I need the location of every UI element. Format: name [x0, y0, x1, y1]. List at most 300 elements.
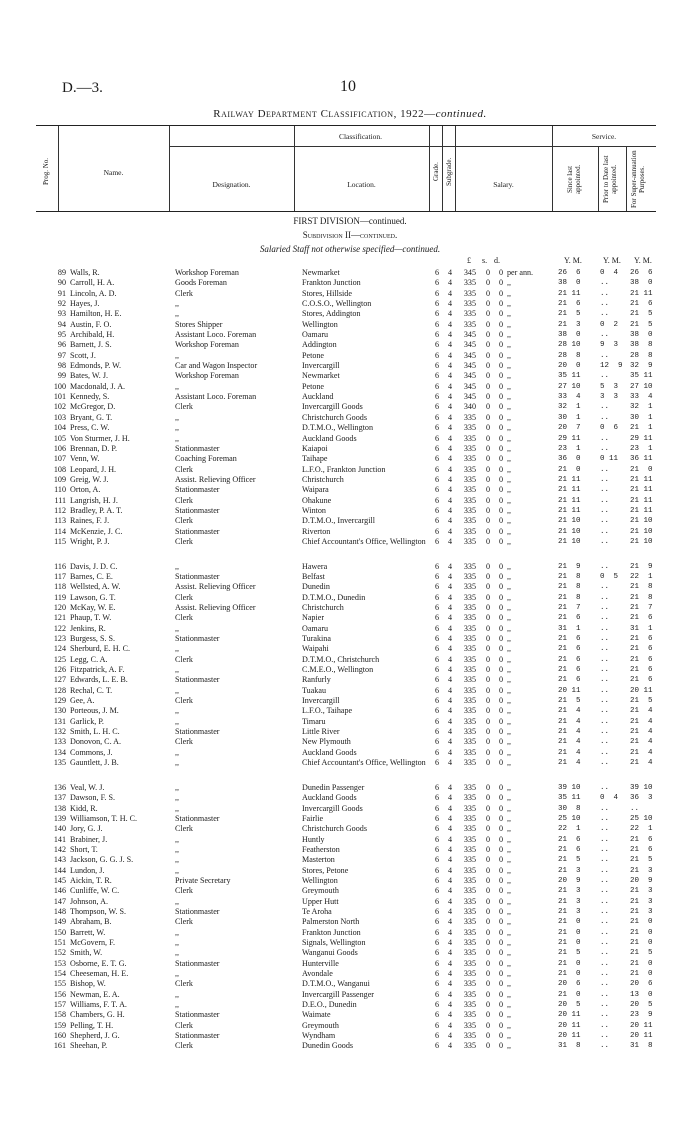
service-superannuation: 21 10	[630, 527, 653, 536]
salary-shillings: 0	[485, 834, 490, 844]
subgrade: 4	[447, 803, 453, 813]
service-prior: ..	[600, 928, 610, 937]
service-superannuation: 21 5	[630, 310, 653, 319]
service-prior: 12 9	[600, 362, 623, 371]
staff-name: Cunliffe, W. C.	[70, 886, 120, 896]
prog-no: 152	[53, 948, 66, 958]
table-row	[0, 758, 700, 779]
table-row	[0, 309, 700, 319]
salary-pence: 0	[498, 433, 503, 443]
grade: 6	[434, 634, 440, 644]
service-since-last: 21 0	[558, 959, 581, 968]
salary-period: ,,	[507, 309, 512, 319]
table-row	[0, 402, 700, 412]
service-superannuation: 21 6	[630, 614, 653, 623]
service-prior: ..	[600, 804, 610, 813]
prog-no: 93	[57, 309, 66, 319]
service-superannuation: 20 5	[630, 1001, 653, 1010]
col-prog-no: Prog. No.	[42, 157, 50, 185]
salary-period: ,,	[507, 696, 512, 706]
salary-pounds: 335	[463, 536, 476, 546]
service-since-last: 20 11	[558, 1032, 581, 1041]
location: Hawera	[302, 561, 328, 571]
prog-no: 129	[53, 696, 66, 706]
service-prior: ..	[600, 835, 610, 844]
service-prior: ..	[600, 635, 610, 644]
service-superannuation: 21 11	[630, 506, 653, 515]
location: Ohakune	[302, 495, 332, 505]
location: Tuakau	[302, 685, 326, 695]
salary-pence: 0	[498, 495, 503, 505]
designation: Car and Wagon Inspector	[175, 361, 258, 371]
salary-shillings: 0	[485, 685, 490, 695]
salary-shillings: 0	[485, 495, 490, 505]
location: Stores, Petone	[302, 865, 349, 875]
table-row	[0, 855, 700, 865]
salary-pence: 0	[498, 979, 503, 989]
salary-shillings: 0	[485, 526, 490, 536]
designation: Clerk	[175, 613, 193, 623]
subgrade: 4	[447, 623, 453, 633]
designation: Clerk	[175, 979, 193, 989]
service-prior: ..	[600, 990, 610, 999]
location: Christchurch	[302, 474, 344, 484]
prog-no: 147	[53, 896, 66, 906]
salary-period: ,,	[507, 592, 512, 602]
service-superannuation: 36 11	[630, 455, 653, 464]
table-row	[0, 824, 700, 834]
service-prior: ..	[600, 527, 610, 536]
salary-period: ,,	[507, 813, 512, 823]
service-since-last: 21 6	[558, 614, 581, 623]
table-row	[0, 320, 700, 330]
salary-period: ,,	[507, 886, 512, 896]
subgrade: 4	[447, 613, 453, 623]
service-superannuation: 33 4	[630, 393, 653, 402]
prog-no: 132	[53, 727, 66, 737]
location: Auckland Goods	[302, 793, 357, 803]
staff-name: Aickin, T. R.	[70, 875, 112, 885]
salary-shillings: 0	[485, 747, 490, 757]
location: Frankton Junction	[302, 278, 361, 288]
prog-no: 122	[53, 623, 66, 633]
grade: 6	[434, 561, 440, 571]
grade: 6	[434, 758, 440, 768]
salary-pence: 0	[498, 402, 503, 412]
prog-no: 110	[54, 485, 66, 495]
service-prior: ..	[600, 537, 610, 546]
staff-name: Leopard, J. H.	[70, 464, 117, 474]
designation: ,,	[175, 665, 180, 675]
service-superannuation: 21 8	[630, 593, 653, 602]
grade: 6	[434, 834, 440, 844]
location: Upper Hutt	[302, 896, 339, 906]
salary-period: ,,	[507, 948, 512, 958]
service-since-last: 21 5	[558, 949, 581, 958]
designation: Assistant Loco. Foreman	[175, 392, 257, 402]
service-since-last: 21 0	[558, 918, 581, 927]
salary-pence: 0	[498, 958, 503, 968]
unit-pence: d.	[494, 256, 500, 265]
salary-period: ,,	[507, 288, 512, 298]
service-prior: ..	[600, 887, 610, 896]
subgrade: 4	[447, 381, 453, 391]
salary-pounds: 335	[463, 474, 476, 484]
designation: Stationmaster	[175, 1010, 220, 1020]
prog-no: 130	[53, 706, 66, 716]
staff-name: Williams, F. T. A.	[70, 1000, 127, 1010]
service-since-last: 21 4	[558, 717, 581, 726]
service-since-last: 30 8	[558, 804, 581, 813]
salary-pounds: 335	[463, 737, 476, 747]
grade: 6	[434, 644, 440, 654]
service-since-last: 21 0	[558, 928, 581, 937]
table-row	[0, 603, 700, 613]
salary-period: ,,	[507, 485, 512, 495]
subgrade: 4	[447, 865, 453, 875]
grade: 6	[434, 675, 440, 685]
table-row	[0, 897, 700, 907]
designation: Stationmaster	[175, 505, 220, 515]
designation: Workshop Foreman	[175, 268, 239, 277]
service-since-last: 21 8	[558, 572, 581, 581]
salary-pence: 0	[498, 603, 503, 612]
location: Turakina	[302, 634, 331, 644]
salary-period: ,,	[507, 613, 512, 623]
staff-name: Rechal, C. T.	[70, 685, 113, 695]
designation: ,,	[175, 758, 180, 768]
service-superannuation: 27 10	[630, 382, 653, 391]
service-since-last: 21 3	[558, 897, 581, 906]
prog-no: 119	[54, 592, 66, 602]
salary-pounds: 335	[463, 685, 476, 695]
subgrade: 4	[447, 330, 453, 340]
table-row	[0, 886, 700, 896]
salary-pounds: 345	[463, 350, 476, 360]
service-since-last: 21 4	[558, 728, 581, 737]
grade: 6	[434, 433, 440, 443]
table-row	[0, 990, 700, 1000]
grade: 6	[434, 824, 440, 834]
staff-name: Gauntlett, J. B.	[70, 758, 119, 768]
service-prior: ..	[600, 1021, 610, 1030]
location: D.T.M.O., Dunedin	[302, 592, 366, 602]
salary-pounds: 335	[463, 803, 476, 813]
designation: ,,	[175, 423, 180, 433]
service-superannuation: 20 6	[630, 980, 653, 989]
staff-name: Chambers, G. H.	[70, 1010, 125, 1020]
service-prior: ..	[600, 289, 610, 298]
table-row	[0, 783, 700, 793]
subgrade: 4	[447, 495, 453, 505]
designation: Clerk	[175, 536, 193, 546]
prog-no: 151	[53, 938, 66, 947]
designation: Assist. Relieving Officer	[175, 474, 256, 484]
salary-pence: 0	[498, 813, 503, 823]
service-since-last: 30 1	[558, 413, 581, 422]
subgrade: 4	[447, 592, 453, 602]
location: Greymouth	[302, 1020, 339, 1030]
subgrade: 4	[447, 896, 453, 906]
grade: 6	[434, 979, 440, 989]
table-row	[0, 613, 700, 623]
designation: ,,	[175, 782, 180, 792]
staff-name: Raines, F. J.	[70, 516, 110, 526]
service-since-last: 35 11	[558, 372, 581, 381]
designation: ,,	[175, 844, 180, 854]
service-since-last: 21 10	[558, 517, 581, 526]
salary-shillings: 0	[485, 675, 490, 685]
location: Invercargill Passenger	[302, 989, 374, 999]
salary-period: ,,	[507, 1010, 512, 1020]
prog-no: 123	[53, 634, 66, 644]
salary-pounds: 335	[463, 886, 476, 896]
salary-shillings: 0	[485, 464, 490, 474]
service-prior: ..	[600, 970, 610, 979]
salary-pounds: 335	[463, 1031, 476, 1041]
service-superannuation: 13 0	[630, 990, 653, 999]
designation: ,,	[175, 865, 180, 875]
prog-no: 100	[53, 381, 66, 391]
service-since-last: 21 3	[558, 866, 581, 875]
service-superannuation: 21 7	[630, 604, 653, 612]
service-since-last: 21 6	[558, 645, 581, 654]
designation: ,,	[175, 623, 180, 633]
salary-pounds: 335	[463, 696, 476, 706]
table-row	[0, 268, 700, 278]
service-superannuation: 39 10	[630, 783, 653, 792]
grade: 6	[434, 716, 440, 726]
service-superannuation: 20 11	[630, 686, 653, 695]
table-row	[0, 793, 700, 803]
table-row	[0, 475, 700, 485]
salary-pence: 0	[498, 361, 503, 371]
service-since-last: 21 10	[558, 537, 581, 546]
salary-pounds: 335	[463, 969, 476, 979]
designation: ,,	[175, 299, 180, 309]
subgrade: 4	[447, 716, 453, 726]
designation: ,,	[175, 948, 180, 958]
service-since-last: 21 0	[558, 465, 581, 474]
staff-name: Brabiner, J.	[70, 834, 108, 844]
location: Riverton	[302, 526, 331, 536]
location: Dunedin	[302, 582, 330, 592]
service-superannuation: ..	[630, 804, 640, 813]
service-since-last: 21 6	[558, 635, 581, 644]
table-row	[0, 454, 700, 464]
staff-name: Shepherd, J. G.	[70, 1031, 120, 1041]
salary-pounds: 335	[463, 747, 476, 757]
subgrade: 4	[447, 278, 453, 288]
location: Wyndham	[302, 1031, 336, 1041]
subgrade: 4	[447, 309, 453, 319]
staff-name: Hayes, J.	[70, 299, 100, 309]
staff-name: Edwards, L. E. B.	[70, 675, 128, 685]
prog-no: 112	[54, 505, 66, 515]
salary-pence: 0	[498, 350, 503, 360]
grade: 6	[434, 886, 440, 896]
salary-pounds: 335	[463, 706, 476, 716]
service-superannuation: 21 6	[630, 666, 653, 675]
service-superannuation: 20 11	[630, 1021, 653, 1030]
service-since-last: 25 10	[558, 814, 581, 823]
service-prior: ..	[600, 845, 610, 854]
staff-name: Carroll, H. A.	[70, 278, 115, 288]
designation: Clerk	[175, 1041, 193, 1051]
prog-no: 161	[53, 1041, 66, 1051]
salary-pounds: 335	[463, 423, 476, 433]
prog-no: 125	[53, 654, 66, 664]
location: Belfast	[302, 571, 325, 581]
salary-pounds: 335	[463, 865, 476, 875]
staff-name: Venn, W.	[70, 454, 100, 464]
designation: ,,	[175, 834, 180, 844]
service-since-last: 21 3	[558, 907, 581, 916]
subgrade: 4	[447, 1041, 453, 1051]
staff-name: Thompson, W. S.	[70, 906, 126, 916]
service-superannuation: 21 0	[630, 918, 653, 927]
service-since-last: 31 8	[558, 1042, 581, 1051]
service-prior: ..	[600, 676, 610, 685]
salary-pounds: 335	[463, 665, 476, 675]
service-since-last: 38 0	[558, 279, 581, 288]
table-row	[0, 361, 700, 371]
subgrade: 4	[447, 969, 453, 979]
service-superannuation: 21 1	[630, 424, 653, 433]
salary-period: ,,	[507, 834, 512, 844]
salary-pounds: 335	[463, 758, 476, 768]
subgrade: 4	[447, 938, 453, 947]
service-superannuation: 32 9	[630, 362, 653, 371]
grade: 6	[434, 989, 440, 999]
staff-name: Abraham, B.	[70, 917, 112, 927]
staff-name: Cheeseman, H. E.	[70, 969, 129, 979]
service-superannuation: 31 1	[630, 624, 653, 633]
table-row	[0, 1000, 700, 1010]
salary-shillings: 0	[485, 592, 490, 602]
salary-pounds: 335	[463, 782, 476, 792]
prog-no: 121	[53, 613, 66, 623]
col-subgrade: Subgrade.	[445, 157, 453, 187]
designation: ,,	[175, 793, 180, 803]
salary-period: ,,	[507, 758, 512, 768]
table-row	[0, 382, 700, 392]
salary-pounds: 335	[463, 592, 476, 602]
salary-period: ,,	[507, 1000, 512, 1010]
table-row	[0, 804, 700, 814]
salary-shillings: 0	[485, 309, 490, 319]
salary-pounds: 335	[463, 603, 476, 612]
grade: 6	[434, 330, 440, 340]
unit-shillings: s.	[482, 256, 488, 265]
salary-pounds: 335	[463, 948, 476, 958]
designation: Clerk	[175, 288, 193, 298]
service-prior: ..	[600, 959, 610, 968]
location: Greymouth	[302, 886, 339, 896]
unit-ym-since: Y. M.	[564, 256, 582, 265]
service-since-last: 28 8	[558, 351, 581, 360]
prog-no: 92	[57, 299, 66, 309]
salary-pounds: 335	[463, 505, 476, 515]
service-superannuation: 21 10	[630, 537, 653, 546]
service-superannuation: 21 9	[630, 562, 653, 571]
table-row	[0, 959, 700, 969]
salary-pounds: 335	[463, 464, 476, 474]
designation: Stationmaster	[175, 571, 220, 581]
prog-no: 116	[54, 561, 66, 571]
salary-period: ,,	[507, 1031, 512, 1041]
salary-period: ,,	[507, 1041, 512, 1051]
grade: 6	[434, 1010, 440, 1020]
subgrade: 4	[447, 299, 453, 309]
location: Kaiapoi	[302, 443, 328, 453]
service-since-last: 21 5	[558, 856, 581, 865]
table-row	[0, 392, 700, 402]
grade: 6	[434, 685, 440, 695]
location: Waimate	[302, 1010, 331, 1020]
salary-pounds: 335	[463, 1010, 476, 1020]
designation: ,,	[175, 685, 180, 695]
salary-pounds: 335	[463, 896, 476, 906]
service-superannuation: 38 0	[630, 279, 653, 288]
salary-shillings: 0	[485, 737, 490, 747]
salary-pence: 0	[498, 875, 503, 885]
subgrade: 4	[447, 412, 453, 422]
salary-pence: 0	[498, 423, 503, 433]
service-since-last: 29 11	[558, 434, 581, 443]
service-since-last: 21 0	[558, 939, 581, 947]
service-superannuation: 20 9	[630, 876, 653, 885]
location: Oamaru	[302, 623, 329, 633]
table-row	[0, 278, 700, 288]
service-since-last: 21 11	[558, 475, 581, 484]
salary-pence: 0	[498, 917, 503, 927]
prog-no: 160	[53, 1031, 66, 1041]
salary-pounds: 335	[463, 278, 476, 288]
salary-shillings: 0	[485, 644, 490, 654]
salary-period: ,,	[507, 654, 512, 664]
designation: Clerk	[175, 495, 193, 505]
salary-shillings: 0	[485, 278, 490, 288]
service-since-last: 20 11	[558, 1021, 581, 1030]
prog-no: 89	[57, 268, 66, 277]
salary-pounds: 335	[463, 443, 476, 453]
salary-shillings: 0	[485, 948, 490, 958]
prog-no: 118	[54, 582, 66, 592]
salary-shillings: 0	[485, 716, 490, 726]
grade: 6	[434, 958, 440, 968]
service-prior: ..	[600, 486, 610, 495]
prog-no: 139	[53, 813, 66, 823]
service-superannuation: 22 1	[630, 825, 653, 834]
location: Christchurch	[302, 603, 344, 612]
service-since-last: 27 10	[558, 382, 581, 391]
location: Christchurch Goods	[302, 412, 367, 422]
prog-no: 146	[53, 886, 66, 896]
salary-pence: 0	[498, 443, 503, 453]
location: Oamaru	[302, 330, 329, 340]
service-superannuation: 21 11	[630, 475, 653, 484]
salary-pence: 0	[498, 696, 503, 706]
salary-shillings: 0	[485, 603, 490, 612]
table-row	[0, 413, 700, 423]
service-superannuation: 21 10	[630, 517, 653, 526]
col-designation: Designation.	[212, 180, 251, 189]
grade: 6	[434, 526, 440, 536]
service-since-last: 21 9	[558, 562, 581, 571]
designation: Clerk	[175, 824, 193, 834]
staff-name: Porteous, J. M.	[70, 706, 119, 716]
